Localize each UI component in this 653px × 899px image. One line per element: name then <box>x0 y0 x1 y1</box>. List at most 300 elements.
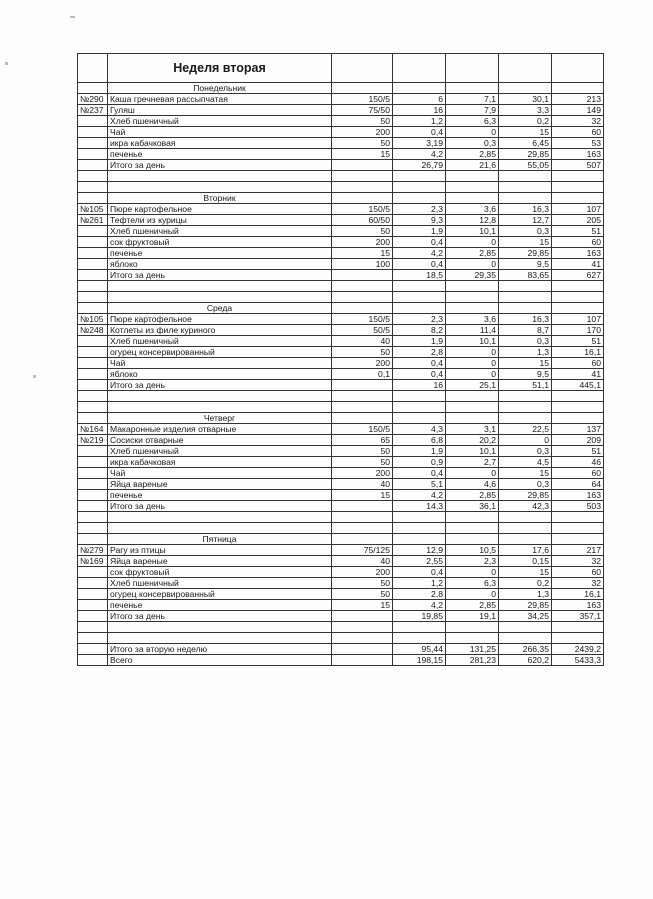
empty-cell <box>78 402 108 413</box>
portion-value: 200 <box>332 237 393 248</box>
kcal-value: 53 <box>552 138 604 149</box>
fat-value: 10,5 <box>446 545 499 556</box>
portion-value: 50 <box>332 457 393 468</box>
carbs-value: 15 <box>499 358 552 369</box>
empty-cell <box>78 413 108 424</box>
menu-row <box>78 655 604 666</box>
empty-cell <box>499 402 552 413</box>
fat-value: 0 <box>446 237 499 248</box>
protein-value: 6 <box>393 94 446 105</box>
scan-mark <box>70 16 75 18</box>
protein-value: 95,44 <box>393 644 446 655</box>
recipe-code <box>78 270 108 281</box>
protein-value: 2,8 <box>393 347 446 358</box>
empty-cell <box>332 292 393 303</box>
fat-value: 0 <box>446 567 499 578</box>
fat-value: 20,2 <box>446 435 499 446</box>
recipe-code: №164 <box>78 424 108 435</box>
menu-row <box>78 611 604 622</box>
carbs-value: 17,6 <box>499 545 552 556</box>
empty-cell <box>446 83 499 94</box>
portion-value: 15 <box>332 490 393 501</box>
protein-value: 4,3 <box>393 424 446 435</box>
menu-row <box>78 149 604 160</box>
recipe-code: №248 <box>78 325 108 336</box>
menu-row <box>78 226 604 237</box>
recipe-code: №105 <box>78 314 108 325</box>
portion-value: 75/50 <box>332 105 393 116</box>
empty-cell <box>446 534 499 545</box>
kcal-value: 64 <box>552 479 604 490</box>
protein-value: 2,55 <box>393 556 446 567</box>
menu-table <box>77 53 604 666</box>
carbs-value: 15 <box>499 237 552 248</box>
empty-cell <box>393 182 446 193</box>
day-header-row <box>78 413 604 424</box>
title-spacer-cell <box>78 54 108 83</box>
fat-value: 36,1 <box>446 501 499 512</box>
empty-cell <box>552 281 604 292</box>
dish-name: Пюре картофельное <box>108 314 332 325</box>
empty-cell <box>446 292 499 303</box>
recipe-code <box>78 248 108 259</box>
dish-name: Пюре картофельное <box>108 204 332 215</box>
menu-row <box>78 204 604 215</box>
recipe-code <box>78 237 108 248</box>
portion-value: 15 <box>332 600 393 611</box>
carbs-value: 15 <box>499 127 552 138</box>
empty-cell <box>108 633 332 644</box>
menu-body <box>78 54 604 666</box>
empty-cell <box>393 534 446 545</box>
empty-cell <box>108 182 332 193</box>
empty-cell <box>393 391 446 402</box>
dish-name: Гуляш <box>108 105 332 116</box>
recipe-code <box>78 149 108 160</box>
carbs-value: 3,3 <box>499 105 552 116</box>
day-name: Пятница <box>108 534 332 545</box>
empty-cell <box>393 413 446 424</box>
portion-value: 150/5 <box>332 314 393 325</box>
empty-cell <box>552 622 604 633</box>
dish-name: Хлеб пшеничный <box>108 578 332 589</box>
protein-value: 0,4 <box>393 468 446 479</box>
kcal-value: 627 <box>552 270 604 281</box>
empty-cell <box>78 171 108 182</box>
empty-cell <box>78 391 108 402</box>
portion-value: 200 <box>332 567 393 578</box>
portion-value: 50/5 <box>332 325 393 336</box>
dish-name: сок фруктовый <box>108 567 332 578</box>
day-name: Среда <box>108 303 332 314</box>
recipe-code <box>78 600 108 611</box>
empty-cell <box>78 303 108 314</box>
carbs-value: 266,35 <box>499 644 552 655</box>
protein-value: 0,9 <box>393 457 446 468</box>
dish-name: Хлеб пшеничный <box>108 116 332 127</box>
recipe-code <box>78 457 108 468</box>
kcal-value: 41 <box>552 259 604 270</box>
recipe-code <box>78 347 108 358</box>
empty-cell <box>446 512 499 523</box>
recipe-code <box>78 259 108 270</box>
day-header-row <box>78 193 604 204</box>
protein-value: 9,3 <box>393 215 446 226</box>
kcal-value: 107 <box>552 314 604 325</box>
portion-value: 50 <box>332 578 393 589</box>
empty-cell <box>499 633 552 644</box>
empty-cell <box>78 193 108 204</box>
protein-value: 1,2 <box>393 578 446 589</box>
fat-value: 0 <box>446 358 499 369</box>
empty-cell <box>552 633 604 644</box>
carbs-value: 0 <box>499 435 552 446</box>
menu-row <box>78 567 604 578</box>
menu-row <box>78 259 604 270</box>
empty-cell <box>78 281 108 292</box>
empty-cell <box>78 292 108 303</box>
recipe-code <box>78 501 108 512</box>
empty-cell <box>108 402 332 413</box>
protein-value: 0,4 <box>393 358 446 369</box>
protein-value: 0,4 <box>393 237 446 248</box>
menu-row <box>78 105 604 116</box>
kcal-value: 107 <box>552 204 604 215</box>
day-name: Четверг <box>108 413 332 424</box>
dish-name: Итого за день <box>108 380 332 391</box>
kcal-value: 32 <box>552 116 604 127</box>
kcal-value: 170 <box>552 325 604 336</box>
menu-row <box>78 424 604 435</box>
empty-cell <box>332 622 393 633</box>
carbs-value: 6,45 <box>499 138 552 149</box>
carbs-value: 29,85 <box>499 600 552 611</box>
menu-row <box>78 644 604 655</box>
kcal-value: 205 <box>552 215 604 226</box>
empty-cell <box>499 281 552 292</box>
empty-cell <box>78 633 108 644</box>
empty-cell <box>78 512 108 523</box>
protein-value: 18,5 <box>393 270 446 281</box>
recipe-code <box>78 578 108 589</box>
fat-value: 0 <box>446 589 499 600</box>
empty-cell <box>499 182 552 193</box>
empty-cell <box>332 534 393 545</box>
kcal-value: 5433,3 <box>552 655 604 666</box>
recipe-code <box>78 160 108 171</box>
menu-row <box>78 578 604 589</box>
carbs-value: 16,3 <box>499 204 552 215</box>
portion-value: 200 <box>332 127 393 138</box>
dish-name: Итого за день <box>108 611 332 622</box>
empty-cell <box>552 512 604 523</box>
empty-cell <box>78 534 108 545</box>
menu-row <box>78 380 604 391</box>
recipe-code: №261 <box>78 215 108 226</box>
empty-row <box>78 292 604 303</box>
empty-cell <box>446 182 499 193</box>
fat-value: 281,23 <box>446 655 499 666</box>
carbs-value: 22,5 <box>499 424 552 435</box>
fat-value: 2,85 <box>446 248 499 259</box>
fat-value: 3,6 <box>446 314 499 325</box>
portion-value: 150/5 <box>332 204 393 215</box>
carbs-value: 4,5 <box>499 457 552 468</box>
empty-cell <box>552 523 604 534</box>
protein-value: 4,2 <box>393 490 446 501</box>
empty-cell <box>552 182 604 193</box>
empty-row <box>78 622 604 633</box>
empty-cell <box>393 303 446 314</box>
empty-cell <box>108 281 332 292</box>
kcal-value: 213 <box>552 94 604 105</box>
empty-cell <box>332 391 393 402</box>
dish-name: Котлеты из филе куриного <box>108 325 332 336</box>
carbs-value: 9,5 <box>499 259 552 270</box>
menu-row <box>78 490 604 501</box>
menu-row <box>78 369 604 380</box>
protein-value: 2,3 <box>393 204 446 215</box>
carbs-value: 0,2 <box>499 578 552 589</box>
dish-name: Макаронные изделия отварные <box>108 424 332 435</box>
kcal-value: 60 <box>552 127 604 138</box>
menu-row <box>78 116 604 127</box>
dish-name: Хлеб пшеничный <box>108 336 332 347</box>
carbs-value: 8,7 <box>499 325 552 336</box>
portion-value: 40 <box>332 556 393 567</box>
protein-value: 198,15 <box>393 655 446 666</box>
empty-cell <box>499 622 552 633</box>
empty-cell <box>108 622 332 633</box>
portion-value: 40 <box>332 479 393 490</box>
dish-name: икра кабачковая <box>108 457 332 468</box>
protein-value: 4,2 <box>393 248 446 259</box>
dish-name: Чай <box>108 127 332 138</box>
portion-value: 60/50 <box>332 215 393 226</box>
fat-value: 2,85 <box>446 149 499 160</box>
empty-cell <box>332 193 393 204</box>
portion-value: 0,1 <box>332 369 393 380</box>
fat-value: 6,3 <box>446 578 499 589</box>
dish-name: Тефтели из курицы <box>108 215 332 226</box>
empty-cell <box>499 512 552 523</box>
kcal-value: 357,1 <box>552 611 604 622</box>
recipe-code <box>78 127 108 138</box>
empty-row <box>78 281 604 292</box>
menu-row <box>78 314 604 325</box>
dish-name: яблоко <box>108 369 332 380</box>
carbs-value: 0,3 <box>499 446 552 457</box>
dish-name: Каша гречневая рассыпчатая <box>108 94 332 105</box>
scan-mark <box>5 62 8 65</box>
menu-row <box>78 160 604 171</box>
portion-value <box>332 644 393 655</box>
empty-cell <box>332 83 393 94</box>
protein-value: 4,2 <box>393 149 446 160</box>
portion-value: 50 <box>332 589 393 600</box>
fat-value: 3,6 <box>446 204 499 215</box>
scan-mark <box>33 375 36 378</box>
menu-row <box>78 435 604 446</box>
empty-cell <box>446 402 499 413</box>
fat-value: 2,3 <box>446 556 499 567</box>
carbs-value: 29,85 <box>499 490 552 501</box>
protein-value: 4,2 <box>393 600 446 611</box>
empty-cell <box>393 512 446 523</box>
protein-value: 16 <box>393 105 446 116</box>
menu-row <box>78 545 604 556</box>
fat-value: 29,35 <box>446 270 499 281</box>
portion-value: 50 <box>332 226 393 237</box>
empty-cell <box>446 281 499 292</box>
portion-value: 40 <box>332 336 393 347</box>
protein-value: 1,9 <box>393 446 446 457</box>
kcal-value: 32 <box>552 556 604 567</box>
menu-row <box>78 556 604 567</box>
recipe-code <box>78 468 108 479</box>
fat-value: 0,3 <box>446 138 499 149</box>
dish-name: сок фруктовый <box>108 237 332 248</box>
empty-cell <box>393 402 446 413</box>
fat-value: 0 <box>446 369 499 380</box>
menu-row <box>78 215 604 226</box>
recipe-code: №219 <box>78 435 108 446</box>
carbs-value: 15 <box>499 468 552 479</box>
kcal-value: 445,1 <box>552 380 604 391</box>
protein-value: 1,9 <box>393 336 446 347</box>
dish-name: икра кабачковая <box>108 138 332 149</box>
day-name: Понедельник <box>108 83 332 94</box>
dish-name: огурец консервированный <box>108 347 332 358</box>
recipe-code: №169 <box>78 556 108 567</box>
portion-value: 100 <box>332 259 393 270</box>
empty-cell <box>108 523 332 534</box>
menu-row <box>78 589 604 600</box>
recipe-code: №105 <box>78 204 108 215</box>
kcal-value: 149 <box>552 105 604 116</box>
empty-cell <box>78 83 108 94</box>
empty-cell <box>393 83 446 94</box>
carbs-value: 51,1 <box>499 380 552 391</box>
menu-row <box>78 600 604 611</box>
empty-cell <box>552 193 604 204</box>
recipe-code <box>78 446 108 457</box>
protein-value: 3,19 <box>393 138 446 149</box>
kcal-value: 60 <box>552 468 604 479</box>
kcal-value: 2439,2 <box>552 644 604 655</box>
kcal-value: 217 <box>552 545 604 556</box>
empty-cell <box>446 413 499 424</box>
week-title: Неделя вторая <box>108 54 332 83</box>
protein-value: 1,2 <box>393 116 446 127</box>
dish-name: печенье <box>108 490 332 501</box>
portion-value <box>332 380 393 391</box>
empty-cell <box>552 83 604 94</box>
menu-row <box>78 325 604 336</box>
empty-cell <box>499 534 552 545</box>
recipe-code: №279 <box>78 545 108 556</box>
kcal-value: 51 <box>552 446 604 457</box>
menu-row <box>78 479 604 490</box>
empty-cell <box>393 622 446 633</box>
dish-name: яблоко <box>108 259 332 270</box>
empty-cell <box>108 292 332 303</box>
carbs-value: 0,3 <box>499 479 552 490</box>
empty-cell <box>552 391 604 402</box>
empty-row <box>78 391 604 402</box>
protein-value: 0,4 <box>393 127 446 138</box>
fat-value: 10,1 <box>446 336 499 347</box>
protein-value: 12,9 <box>393 545 446 556</box>
day-header-row <box>78 303 604 314</box>
dish-name: Итого за день <box>108 160 332 171</box>
empty-cell <box>332 413 393 424</box>
fat-value: 131,25 <box>446 644 499 655</box>
empty-cell <box>78 622 108 633</box>
protein-value: 5,1 <box>393 479 446 490</box>
dish-name: печенье <box>108 248 332 259</box>
kcal-value: 163 <box>552 149 604 160</box>
empty-cell <box>552 534 604 545</box>
empty-cell <box>552 54 604 83</box>
recipe-code <box>78 380 108 391</box>
fat-value: 19,1 <box>446 611 499 622</box>
fat-value: 11,4 <box>446 325 499 336</box>
empty-cell <box>393 292 446 303</box>
recipe-code <box>78 116 108 127</box>
dish-name: Хлеб пшеничный <box>108 226 332 237</box>
fat-value: 0 <box>446 468 499 479</box>
kcal-value: 503 <box>552 501 604 512</box>
fat-value: 3,1 <box>446 424 499 435</box>
menu-row <box>78 336 604 347</box>
empty-cell <box>446 523 499 534</box>
empty-cell <box>332 303 393 314</box>
empty-cell <box>332 633 393 644</box>
empty-cell <box>499 413 552 424</box>
recipe-code <box>78 336 108 347</box>
recipe-code <box>78 479 108 490</box>
empty-cell <box>446 391 499 402</box>
portion-value: 15 <box>332 149 393 160</box>
kcal-value: 51 <box>552 226 604 237</box>
empty-cell <box>499 54 552 83</box>
fat-value: 0 <box>446 347 499 358</box>
recipe-code <box>78 226 108 237</box>
carbs-value: 0,15 <box>499 556 552 567</box>
day-header-row <box>78 83 604 94</box>
kcal-value: 163 <box>552 248 604 259</box>
recipe-code <box>78 589 108 600</box>
empty-cell <box>332 182 393 193</box>
recipe-code: №290 <box>78 94 108 105</box>
menu-row <box>78 248 604 259</box>
carbs-value: 34,25 <box>499 611 552 622</box>
kcal-value: 60 <box>552 237 604 248</box>
protein-value: 0,4 <box>393 369 446 380</box>
day-name: Вторник <box>108 193 332 204</box>
empty-row <box>78 512 604 523</box>
empty-row <box>78 182 604 193</box>
menu-row <box>78 446 604 457</box>
portion-value: 15 <box>332 248 393 259</box>
kcal-value: 163 <box>552 490 604 501</box>
menu-row <box>78 270 604 281</box>
recipe-code <box>78 644 108 655</box>
protein-value: 0,4 <box>393 567 446 578</box>
empty-cell <box>552 413 604 424</box>
empty-cell <box>332 402 393 413</box>
